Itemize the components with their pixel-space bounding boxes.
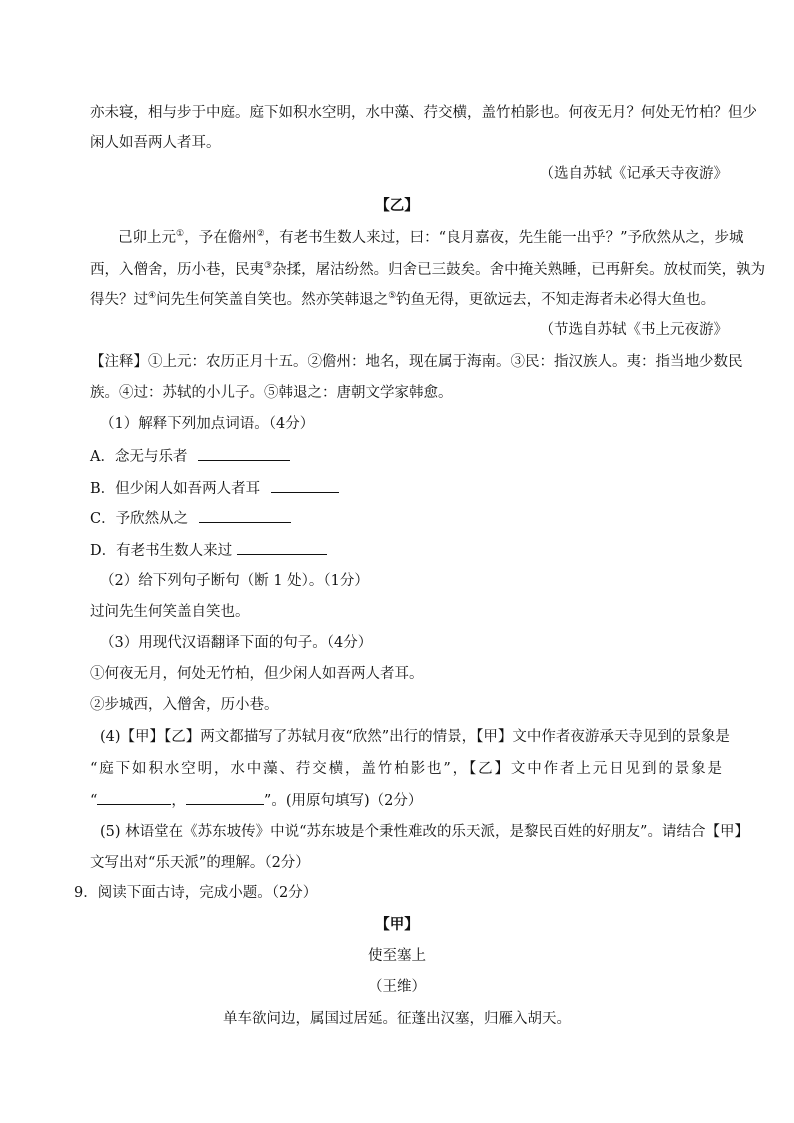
note-mark: ④ bbox=[148, 291, 157, 302]
yi-source: （节选自苏轼《书上元夜游》 bbox=[539, 322, 728, 338]
yi-text: 问先生何笑盖自笑也。然亦笑韩退之 bbox=[156, 292, 389, 308]
poem-title: 使至塞上 bbox=[368, 948, 426, 964]
poem-author: （王维） bbox=[368, 979, 426, 995]
q2-stem: （2）给下列句子断句（断 1 处）。（1分） bbox=[100, 573, 369, 589]
answer-blank[interactable] bbox=[237, 540, 327, 555]
answer-blank[interactable] bbox=[271, 478, 339, 493]
answer-blank[interactable] bbox=[199, 508, 291, 523]
q1-item-b-text: B．但少闲人如吾两人者耳 bbox=[90, 481, 261, 497]
note-mark: ② bbox=[256, 229, 265, 240]
jia-text-line-2: 闲人如吾两人者耳。 bbox=[90, 135, 221, 151]
yi-text: 己卯上元 bbox=[118, 230, 176, 246]
jia-text-line-1: 亦未寝，相与步于中庭。庭下如积水空明，水中藻、荇交横，盖竹柏影也。何夜无月？何处无竹柏？但少 bbox=[90, 105, 757, 121]
q5-line-2: 文写出对“乐天派”的理解。（2分） bbox=[90, 855, 310, 871]
q4-comma: ， bbox=[171, 793, 186, 809]
yi-text: 杂揉，屠沽纷然。归舍已三鼓矣。舍中掩关熟睡，已再鼾矣。放杖而笑，孰为 bbox=[272, 262, 766, 278]
q3-sentence-2: ②步城西，入僧舍，历小巷。 bbox=[90, 697, 279, 713]
q1-item-c bbox=[90, 508, 291, 529]
q1-stem: （1）解释下列加点词语。（4分） bbox=[100, 416, 315, 432]
answer-blank[interactable] bbox=[186, 790, 264, 805]
jia-source: （选自苏轼《记承天寺夜游》 bbox=[539, 166, 728, 182]
yi-text: 钓鱼无得，更欲远去，不知走海者未必得大鱼也。 bbox=[396, 292, 716, 308]
q5-line-1: (5) 林语堂在《苏东坡传》中说“苏东坡是个秉性难改的乐天派，是黎民百姓的好朋友”。请结合【甲】 bbox=[100, 824, 749, 840]
q1-item-a-text: A．念无与乐者 bbox=[90, 449, 188, 465]
answer-blank[interactable] bbox=[198, 446, 290, 461]
q4-quote-open: “ bbox=[90, 793, 98, 809]
q1-item-c-text: C．予欣然从之 bbox=[90, 511, 189, 527]
note-mark: ⑤ bbox=[388, 291, 397, 302]
note-mark: ① bbox=[176, 229, 185, 240]
q1-item-a bbox=[90, 446, 290, 467]
q9-heading: 【甲】 bbox=[375, 916, 419, 933]
yi-text-line-1 bbox=[118, 228, 744, 248]
q3-sentence-1: ①何夜无月，何处无竹柏，但少闲人如吾两人者耳。 bbox=[90, 666, 424, 682]
answer-blank[interactable] bbox=[97, 790, 171, 805]
q1-item-d bbox=[90, 540, 327, 561]
notes-line-1: 【注释】①上元：农历正月十五。②儋州：地名，现在属于海南。③民：指汉族人。夷：指当地少数民 bbox=[90, 354, 743, 370]
q4-line-3 bbox=[90, 790, 422, 811]
q4-line-1: (4)【甲】【乙】两文都描写了苏轼月夜“欣然”出行的情景，【甲】文中作者夜游承天寺见到的景象是 bbox=[100, 729, 730, 745]
note-mark: ③ bbox=[264, 261, 273, 272]
yi-text: ，有老书生数人来过，曰：“良月嘉夜，先生能一出乎？”予欣然从之，步城 bbox=[264, 230, 744, 246]
notes-line-2: 族。④过：苏轼的小儿子。⑤韩退之：唐朝文学家韩愈。 bbox=[90, 385, 453, 401]
yi-heading: 【乙】 bbox=[375, 197, 419, 214]
yi-text: 得失？过 bbox=[90, 292, 148, 308]
q2-sentence: 过问先生何笑盖自笑也。 bbox=[90, 604, 250, 620]
yi-text-line-3 bbox=[90, 290, 715, 310]
yi-text-line-2 bbox=[90, 260, 766, 280]
q1-item-b bbox=[90, 478, 339, 499]
q9-stem: 9．阅读下面古诗，完成小题。（2分） bbox=[74, 885, 318, 901]
yi-text: ，予在儋州 bbox=[184, 230, 257, 246]
yi-text: 西，入僧舍，历小巷，民夷 bbox=[90, 262, 264, 278]
poem-line-1: 单车欲问边，属国过居延。征蓬出汉塞，归雁入胡天。 bbox=[223, 1011, 571, 1027]
q3-stem: （3）用现代汉语翻译下面的句子。（4分） bbox=[100, 635, 373, 651]
q4-line-2: “庭下如积水空明，水中藻、荇交横，盖竹柏影也”，【乙】文中作者上元日见到的景象是 bbox=[90, 761, 722, 777]
q1-item-d-text: D．有老书生数人来过 bbox=[90, 543, 233, 559]
q4-tail: ”。(用原句填写)（2分） bbox=[263, 793, 423, 809]
